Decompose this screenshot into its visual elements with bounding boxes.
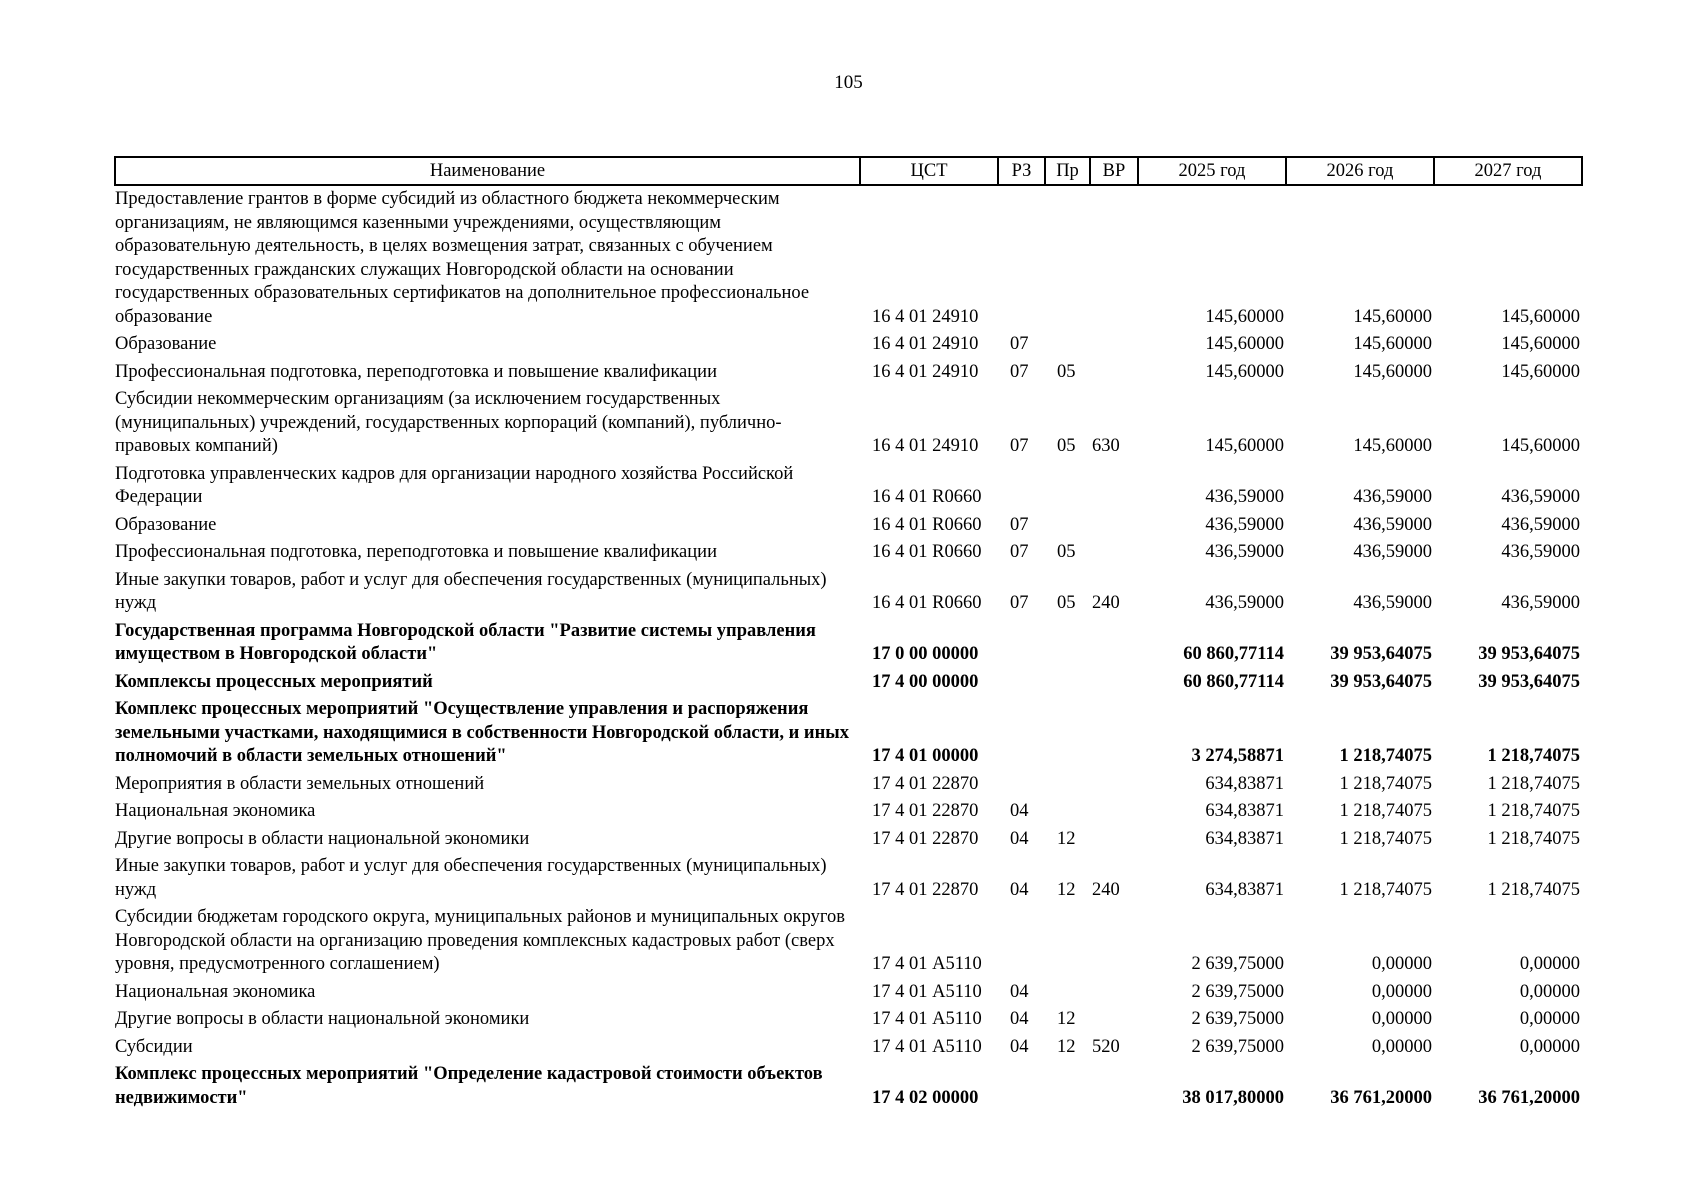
row-value-2027: 0,00000 [1519,1036,1580,1057]
row-value-2027: 0,00000 [1519,981,1580,1002]
row-rz: 07 [1010,542,1029,562]
table-row [115,853,1582,904]
row-cst: 16 4 01 24910 [872,334,979,354]
row-pr [1045,771,1090,799]
row-value-2027: 145,60000 [1501,361,1580,382]
table-row [115,185,1582,331]
row-cst: 16 4 01 24910 [872,361,979,382]
row-value-2026: 0,00000 [1371,981,1432,1002]
row-rz: 07 [1010,514,1029,535]
row-vr [1090,512,1138,540]
row-vr: 520 [1092,1036,1120,1057]
row-rz: 04 [1010,828,1029,849]
row-rz [998,771,1045,799]
row-pr: 12 [1057,1009,1076,1029]
table-row [115,771,1582,799]
row-value-2025: 634,83871 [1205,879,1284,900]
row-vr [1090,461,1138,512]
row-value-2027: 39 953,64075 [1478,671,1580,692]
row-value-2025: 436,59000 [1205,542,1284,562]
row-vr [1090,979,1138,1007]
row-rz [998,696,1045,771]
row-rz [998,185,1045,331]
row-cst: 17 4 01 А5110 [872,1009,982,1029]
row-value-2027: 39 953,64075 [1478,644,1580,664]
row-pr [1045,696,1090,771]
row-vr [1090,696,1138,771]
table-row [115,567,1582,618]
row-rz: 04 [1010,981,1029,1002]
table-row [115,904,1582,979]
row-pr: 05 [1057,593,1076,613]
row-value-2027: 1 218,74075 [1487,879,1580,900]
row-value-2027: 145,60000 [1501,306,1580,327]
row-value-2025: 60 860,77114 [1183,644,1284,664]
row-vr: 240 [1092,879,1120,900]
row-rz: 04 [1010,801,1029,821]
row-value-2025: 634,83871 [1205,801,1284,821]
row-value-2025: 2 639,75000 [1191,1009,1284,1029]
row-value-2026: 39 953,64075 [1330,671,1432,692]
table-row [115,696,1582,771]
row-vr [1090,185,1138,331]
row-value-2026: 36 761,20000 [1330,1087,1432,1108]
row-value-2026: 145,60000 [1353,361,1432,382]
row-name: Профессиональная подготовка, переподготовка и повышение квалификации [115,361,717,382]
row-pr [1045,669,1090,697]
row-value-2027: 145,60000 [1501,334,1580,354]
row-value-2025: 436,59000 [1205,593,1284,613]
row-value-2025: 634,83871 [1205,828,1284,849]
row-vr [1090,331,1138,359]
row-vr [1090,618,1138,669]
row-name: Образование [115,514,217,535]
row-rz [998,461,1045,512]
row-rz: 07 [1010,436,1029,456]
row-cst: 17 4 01 22870 [872,828,979,849]
row-value-2027: 436,59000 [1501,593,1580,613]
row-vr [1090,539,1138,567]
header-pr: Пр [1045,157,1090,185]
table-row [115,1006,1582,1034]
table-body [115,185,1582,1112]
row-rz: 07 [1010,361,1029,382]
row-name: Национальная экономика [115,981,316,1002]
row-vr: 240 [1092,593,1120,613]
row-value-2026: 145,60000 [1353,334,1432,354]
row-value-2026: 1 218,74075 [1339,773,1432,794]
row-name: Иные закупки товаров, работ и услуг для обеспечения государственных (муниципальных) нужд [115,856,827,900]
row-cst: 17 4 02 00000 [872,1087,979,1108]
row-value-2026: 0,00000 [1371,1036,1432,1057]
row-pr: 12 [1057,879,1076,900]
table-header [115,157,1582,185]
row-cst: 16 4 01 R0660 [872,514,982,535]
row-cst: 17 4 01 22870 [872,801,979,821]
row-value-2025: 2 639,75000 [1191,954,1284,974]
row-cst: 17 0 00 00000 [872,644,979,664]
row-vr [1090,771,1138,799]
row-value-2025: 436,59000 [1205,487,1284,507]
row-pr [1045,798,1090,826]
row-cst: 16 4 01 R0660 [872,542,982,562]
row-value-2026: 0,00000 [1371,1009,1432,1029]
row-value-2027: 436,59000 [1501,514,1580,535]
row-value-2027: 436,59000 [1501,487,1580,507]
row-name: Другие вопросы в области национальной экономики [115,1009,530,1029]
row-value-2026: 436,59000 [1353,593,1432,613]
row-value-2026: 0,00000 [1371,954,1432,974]
row-value-2026: 1 218,74075 [1339,879,1432,900]
row-pr: 12 [1057,1036,1076,1057]
row-cst: 16 4 01 24910 [872,306,979,327]
table-row [115,669,1582,697]
row-name: Комплексы процессных мероприятий [115,671,433,692]
row-vr [1090,904,1138,979]
row-value-2026: 1 218,74075 [1339,746,1432,766]
table-row [115,386,1582,461]
row-pr [1045,331,1090,359]
row-value-2025: 3 274,58871 [1191,746,1284,766]
row-pr: 05 [1057,436,1076,456]
row-cst: 17 4 01 А5110 [872,1036,982,1057]
row-cst: 16 4 01 R0660 [872,593,982,613]
row-value-2027: 1 218,74075 [1487,773,1580,794]
table-row [115,1061,1582,1112]
row-pr: 05 [1057,542,1076,562]
row-name: Субсидии некоммерческим организациям (за исключением государственных (муниципальных) учреждений, государственных корпораций (компаний), публично-правовых компаний) [115,389,782,456]
budget-table [114,156,1583,1112]
row-pr [1045,461,1090,512]
row-value-2027: 1 218,74075 [1487,828,1580,849]
row-name: Предоставление грантов в форме субсидий из областного бюджета некоммерческим организациям, не являющимся казенными учреждениями, осуществляющим образовательную деятельность, в целях возмещения затрат, связанных с обучением государственных гражданских служащих Новгородской области на основании государственных образовательных сертификатов на дополнительное профессиональное образование [115,189,810,327]
header-row [115,157,1582,185]
row-pr [1045,904,1090,979]
row-vr [1090,798,1138,826]
page-number: 105 [834,72,863,93]
table-row [115,512,1582,540]
table-row [115,618,1582,669]
row-cst: 16 4 01 24910 [872,436,979,456]
row-value-2025: 634,83871 [1205,773,1284,794]
table-row [115,798,1582,826]
row-name: Подготовка управленческих кадров для организации народного хозяйства Российской Федерации [115,463,794,507]
row-value-2027: 1 218,74075 [1487,801,1580,821]
row-name: Образование [115,334,217,354]
row-pr [1045,979,1090,1007]
row-vr [1090,669,1138,697]
row-value-2027: 145,60000 [1501,436,1580,456]
row-rz [998,1061,1045,1112]
row-cst: 16 4 01 R0660 [872,487,982,507]
row-vr [1090,826,1138,854]
row-value-2027: 1 218,74075 [1487,746,1580,766]
row-pr: 12 [1057,828,1076,849]
row-rz: 04 [1010,879,1029,900]
header-cst: ЦСТ [860,157,998,185]
row-cst: 17 4 01 А5110 [872,954,982,974]
row-pr: 05 [1057,361,1076,382]
row-rz [998,618,1045,669]
row-value-2026: 1 218,74075 [1339,801,1432,821]
row-value-2025: 2 639,75000 [1191,981,1284,1002]
row-vr: 630 [1092,436,1120,456]
row-cst: 17 4 01 А5110 [872,981,982,1002]
row-name: Иные закупки товаров, работ и услуг для обеспечения государственных (муниципальных) нужд [115,569,827,613]
row-value-2026: 145,60000 [1353,436,1432,456]
header-name: Наименование [115,157,860,185]
header-vr: ВР [1090,157,1138,185]
row-value-2026: 436,59000 [1353,487,1432,507]
table-row [115,1034,1582,1062]
row-value-2025: 145,60000 [1205,334,1284,354]
row-cst: 17 4 01 00000 [872,746,979,766]
row-value-2025: 145,60000 [1205,306,1284,327]
row-name: Национальная экономика [115,801,316,821]
row-name: Субсидии бюджетам городского округа, муниципальных районов и муниципальных округов Новгородской области на организацию проведения комплексных кадастровых работ (сверх уровня, предусмотренного соглашением) [115,907,846,974]
header-2026: 2026 год [1286,157,1434,185]
row-value-2025: 60 860,77114 [1183,671,1284,692]
row-rz [998,669,1045,697]
row-rz: 07 [1010,334,1029,354]
row-value-2026: 39 953,64075 [1330,644,1432,664]
row-pr [1045,512,1090,540]
row-name: Мероприятия в области земельных отношений [115,773,485,794]
header-rz: РЗ [998,157,1045,185]
row-name: Субсидии [115,1036,193,1057]
row-value-2025: 145,60000 [1205,361,1284,382]
row-pr [1045,618,1090,669]
row-name: Государственная программа Новгородской области "Развитие системы управления имуществом в Новгородской области" [115,620,816,664]
row-rz: 04 [1010,1036,1029,1057]
row-value-2027: 0,00000 [1519,954,1580,974]
row-rz: 04 [1010,1009,1029,1029]
table-row [115,359,1582,387]
row-pr [1045,1061,1090,1112]
row-value-2026: 145,60000 [1353,306,1432,327]
row-cst: 17 4 00 00000 [872,671,979,692]
table-row [115,461,1582,512]
row-value-2025: 145,60000 [1205,436,1284,456]
row-name: Профессиональная подготовка, переподготовка и повышение квалификации [115,542,717,562]
row-name: Комплекс процессных мероприятий "Определение кадастровой стоимости объектов недвижимости" [115,1064,823,1108]
header-2025: 2025 год [1138,157,1286,185]
row-rz: 07 [1010,593,1029,613]
table-row [115,539,1582,567]
row-value-2025: 38 017,80000 [1182,1087,1284,1108]
table-row [115,826,1582,854]
row-cst: 17 4 01 22870 [872,773,979,794]
row-vr [1090,359,1138,387]
table-row [115,979,1582,1007]
table-row [115,331,1582,359]
row-name: Комплекс процессных мероприятий "Осуществление управления и распоряжения земельными участками, находящимися в собственности Новгородской области, и иных полномочий в области земельных отношений" [115,699,849,766]
row-cst: 17 4 01 22870 [872,879,979,900]
row-value-2027: 436,59000 [1501,542,1580,562]
row-name: Другие вопросы в области национальной экономики [115,828,530,849]
row-rz [998,904,1045,979]
row-vr [1090,1006,1138,1034]
row-vr [1090,1061,1138,1112]
row-value-2026: 436,59000 [1353,514,1432,535]
row-value-2026: 1 218,74075 [1339,828,1432,849]
row-pr [1045,185,1090,331]
row-value-2027: 36 761,20000 [1478,1087,1580,1108]
row-value-2027: 0,00000 [1519,1009,1580,1029]
row-value-2026: 436,59000 [1353,542,1432,562]
row-value-2025: 2 639,75000 [1191,1036,1284,1057]
row-value-2025: 436,59000 [1205,514,1284,535]
header-2027: 2027 год [1434,157,1582,185]
